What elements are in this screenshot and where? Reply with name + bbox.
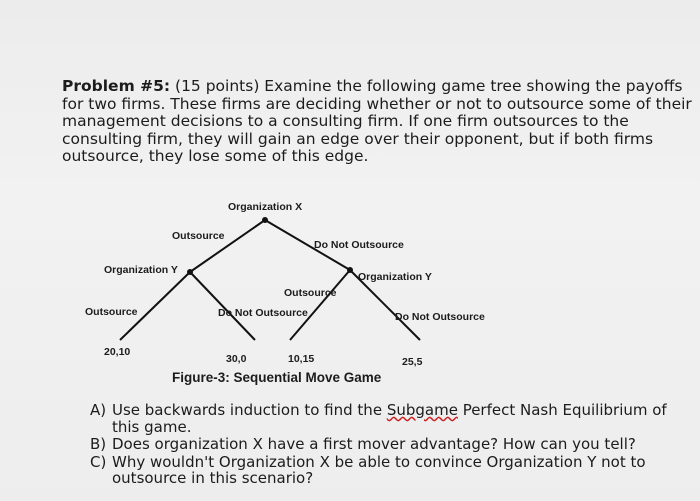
payoff-4: 25,5 <box>402 356 423 368</box>
node-root <box>262 217 268 223</box>
payoff-2: 30,0 <box>226 353 247 365</box>
node-right <box>347 267 353 273</box>
payoff-1: 20,10 <box>104 346 131 358</box>
node-left <box>187 269 193 275</box>
figure-caption: Figure-3: Sequential Move Game <box>172 370 382 385</box>
question-b: B) Does organization X have a first mover advantage? How can you tell? <box>90 435 636 453</box>
edge-right-left <box>290 270 350 340</box>
question-a: A) Use backwards induction to find the Subgame Perfect Nash Equilibrium of this game. <box>90 401 667 436</box>
rl-branch-label: Outsource <box>284 287 337 299</box>
right-branch-label: Do Not Outsource <box>314 239 404 251</box>
right-node-label: Organization Y <box>358 271 432 283</box>
payoff-3: 10,15 <box>288 353 315 365</box>
question-list <box>90 402 690 488</box>
lr-branch-label: Do Not Outsource <box>218 307 308 319</box>
edge-root-left <box>190 220 265 272</box>
problem-text: (15 points) Examine the following game tree showing the payoffs for two firms. These firms are deciding whether or not to outsource some of their management decisions to a consulting firm. If one firm outsources to the consulting firm, they will gain an edge over their opponent, but if both firms outsource, they lose some of this edge. <box>62 77 692 165</box>
question-c: C) Why wouldn't Organization X be able to convince Organization Y not to outsource in this scenario? <box>90 452 646 487</box>
edge-left-right <box>190 272 255 340</box>
root-label: Organization X <box>228 201 303 213</box>
ll-branch-label: Outsource <box>85 306 138 318</box>
rr-branch-label: Do Not Outsource <box>395 311 485 323</box>
left-node-label: Organization Y <box>104 264 178 276</box>
left-branch-label: Outsource <box>172 230 225 242</box>
problem-heading: Problem #5: <box>62 77 171 95</box>
